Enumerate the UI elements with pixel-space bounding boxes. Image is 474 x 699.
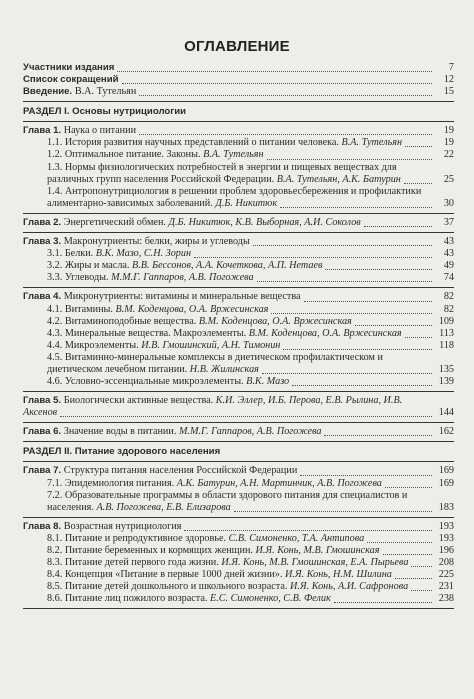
page-number: 231: [438, 581, 454, 593]
divider: [23, 391, 454, 392]
page-title: ОГЛАВЛЕНИЕ: [184, 38, 290, 55]
page-number: 183: [438, 501, 454, 513]
subsection-title: 8.5. Питание детей дошкольного и школьного возраста.: [47, 581, 288, 593]
page-number: 30: [443, 197, 454, 209]
chapter-label: Глава 1.: [23, 125, 62, 137]
entry-text: [47, 137, 454, 149]
page-number: 162: [438, 426, 454, 438]
subsection-title: 4.5. Витаминно-минеральные комплексы в диетическом профилактическом и диетическом лечебном питании.: [47, 351, 383, 375]
divider: [23, 608, 454, 609]
divider: [23, 232, 454, 233]
toc-entry[interactable]: [23, 260, 454, 272]
dot-leader: [292, 385, 432, 386]
page-number: 225: [438, 569, 454, 581]
subsection-author: В.М. Коденцова, О.А. Вржесинская: [198, 315, 352, 327]
page-number: 113: [439, 327, 454, 339]
dot-leader: [367, 542, 432, 543]
page-number: 74: [443, 272, 454, 284]
subsection-author: И.Я. Конь, М.В. Гмошинская: [255, 545, 380, 556]
dot-leader: [262, 373, 432, 374]
toc-entry[interactable]: [23, 395, 454, 419]
toc-entry[interactable]: [23, 162, 454, 186]
dot-leader: [324, 435, 432, 436]
page-number: 37: [443, 216, 454, 228]
dot-leader: [271, 313, 432, 314]
page-number: 22: [443, 149, 454, 161]
dot-leader: [280, 207, 432, 208]
page-number: 193: [438, 520, 454, 532]
dot-leader: [395, 578, 432, 579]
subsection-title: 1.2. Оптимальное питание. Законы.: [47, 149, 201, 161]
divider: [23, 517, 454, 518]
entry-text: [47, 328, 454, 340]
page-number: 15: [443, 86, 454, 98]
toc-entry[interactable]: [23, 248, 454, 260]
page-number: 196: [438, 545, 454, 556]
dot-leader: [334, 602, 432, 603]
toc-entry[interactable]: [23, 86, 454, 98]
divider: [23, 422, 454, 423]
subsection-author: А.К. Батурин, А.Н. Мартинчик, А.В. Погожева: [176, 477, 382, 489]
subsection-author: В.А. Тутельян: [203, 149, 264, 161]
dot-leader: [60, 416, 432, 417]
toc-entry[interactable]: [23, 328, 454, 340]
subsection-author: И.Я. Конь, А.И. Сафронова: [290, 581, 409, 593]
subsection-title: 8.2. Питание беременных и кормящих женщин.: [47, 545, 253, 556]
dot-leader: [411, 566, 432, 567]
dot-leader: [139, 134, 432, 135]
chapter-author: М.М.Г. Гаппаров, А.В. Погожева: [178, 426, 322, 438]
dot-leader: [257, 281, 432, 282]
divider: [23, 121, 454, 122]
toc-entry[interactable]: [23, 149, 454, 161]
subsection-author: В.М. Коденцова, О.А. Вржесинская: [248, 327, 402, 339]
toc-entry[interactable]: [23, 533, 454, 545]
entry-text: [23, 426, 454, 438]
chapter-label: Глава 2.: [23, 216, 62, 228]
dot-leader: [234, 511, 432, 512]
entry-text: [47, 533, 454, 545]
chapter-author: Д.Б. Никитюк, К.В. Выборная, А.И. Соколов: [168, 216, 361, 228]
chapter-author: К.И. Эллер, И.Б. Перова, Е.В. Рылина, И.В. Аксенов: [23, 395, 403, 419]
page-number: 169: [438, 465, 454, 477]
chapter-label: Глава 5.: [23, 395, 62, 407]
subsection-author: С.В. Симоненко, Т.А. Антипова: [228, 532, 365, 544]
chapter-label: Глава 6.: [23, 426, 62, 438]
entry-text: [47, 304, 454, 316]
toc-entry[interactable]: [23, 490, 454, 514]
page-number: 43: [443, 248, 454, 260]
dot-leader: [385, 487, 432, 488]
divider: [23, 441, 454, 442]
subsection-author: И.Я. Конь, М.В. Гмошинская, Е.А. Пырьева: [221, 557, 409, 569]
divider: [23, 213, 454, 214]
entry-text: [47, 248, 454, 260]
subsection-title: 7.2. Образовательные программы в области здорового питания для специалистов и населения.: [47, 489, 408, 513]
entry-text: [47, 593, 454, 605]
chapter-title: Структура питания населения Российской Федерации: [63, 465, 298, 477]
toc-entry[interactable]: [23, 236, 454, 248]
entry-text: [47, 316, 454, 328]
subsection-title: 4.2. Витаминоподобные вещества.: [47, 315, 197, 327]
toc-entry[interactable]: [23, 340, 454, 352]
page-number: 7: [448, 62, 454, 73]
dot-leader: [405, 337, 432, 338]
toc-entry[interactable]: [23, 593, 454, 605]
subsection-author: В.К. Мазо, С.Н. Зорин: [95, 248, 192, 260]
chapter-title: Биологически активные вещества.: [63, 395, 214, 407]
toc-entry[interactable]: [23, 465, 454, 477]
chapter-label: Глава 8.: [23, 520, 62, 532]
dot-leader: [122, 83, 433, 84]
toc-entry[interactable]: [23, 581, 454, 593]
entry-label: Участники издания: [23, 62, 115, 73]
subsection-title: 4.4. Микроэлементы.: [47, 339, 139, 351]
dot-leader: [184, 530, 432, 531]
dot-leader: [267, 159, 432, 160]
subsection-author: В.В. Бессонов, А.А. Кочеткова, А.П. Нетаев: [132, 260, 323, 272]
subsection-title: 1.1. История развития научных представлений о питании человека.: [47, 137, 339, 149]
entry-author: В.А. Тутельян: [74, 86, 137, 98]
dot-leader: [304, 301, 432, 302]
entry-text: [47, 260, 454, 272]
subsection-title: 4.3. Минеральные вещества. Макроэлементы.: [47, 327, 247, 339]
subsection-author: А.В. Погожева, Е.В. Елизарова: [96, 501, 231, 513]
dot-leader: [139, 95, 432, 96]
subsection-author: Е.С. Симоненко, С.В. Фелик: [209, 593, 331, 605]
toc-entry[interactable]: [23, 316, 454, 328]
page-number: 25: [443, 173, 454, 185]
chapter-label: Глава 4.: [23, 291, 62, 303]
entry-text: [47, 340, 454, 352]
section-heading[interactable]: РАЗДЕЛ I. Основы нутрициологии: [23, 106, 187, 118]
entry-text: [47, 376, 454, 388]
toc-entry[interactable]: [23, 521, 454, 533]
entry-text: [47, 545, 454, 557]
entry-text: [23, 291, 454, 303]
dot-leader: [364, 226, 432, 227]
entry-text: [47, 272, 454, 284]
subsection-title: 8.6. Питание лиц пожилого возраста.: [47, 593, 208, 605]
page-number: 193: [438, 532, 454, 544]
chapter-title: Возрастная нутрициология: [63, 520, 182, 532]
page-number: 82: [443, 291, 454, 303]
page-number: 82: [443, 303, 454, 315]
toc-entry[interactable]: [23, 186, 454, 210]
page-number: 238: [438, 593, 454, 605]
toc-entry[interactable]: [23, 352, 454, 376]
subsection-title: 3.1. Белки.: [47, 248, 94, 260]
subsection-author: И.Я. Конь, Н.М. Шилина: [285, 569, 392, 581]
dot-leader: [411, 590, 432, 591]
chapter-title: Макронутриенты: белки, жиры и углеводы: [63, 236, 250, 248]
page-number: 12: [443, 74, 454, 86]
dot-leader: [283, 349, 432, 350]
subsection-title: 8.4. Концепция «Питание в первые 1000 дней жизни».: [47, 569, 283, 581]
toc-entry[interactable]: [23, 125, 454, 137]
subsection-title: 3.2. Жиры и масла.: [47, 260, 130, 272]
dot-leader: [355, 325, 432, 326]
toc-entry[interactable]: [23, 545, 454, 557]
entry-label: Список сокращений: [23, 74, 119, 86]
dot-leader: [253, 245, 432, 246]
toc-entry[interactable]: [23, 74, 454, 86]
dot-leader: [405, 146, 432, 147]
dot-leader: [325, 269, 432, 270]
chapter-title: Микронутриенты: витамины и минеральные вещества: [63, 291, 301, 303]
subsection-author: Д.Б. Никитюк: [215, 197, 278, 209]
page-number: 144: [438, 407, 454, 419]
page-number: 43: [443, 236, 454, 248]
toc-entry[interactable]: [23, 62, 454, 74]
subsection-title: 8.3. Питание детей первого года жизни.: [47, 557, 219, 569]
toc-entry[interactable]: [23, 304, 454, 316]
subsection-title: 7.1. Эпидемиология питания.: [47, 477, 175, 489]
page-number: 208: [438, 557, 454, 569]
dot-leader: [194, 257, 432, 258]
dot-leader: [383, 554, 433, 555]
page-number: 135: [438, 363, 454, 375]
toc-entry[interactable]: [23, 137, 454, 149]
entry-label: Введение.: [23, 86, 73, 98]
entry-text: [23, 465, 454, 477]
entry-text: [47, 478, 454, 490]
page-number: 109: [438, 315, 454, 327]
entry-text: [23, 236, 454, 248]
subsection-author: М.М.Г. Гаппаров, А.В. Погожева: [111, 272, 254, 284]
table-of-contents: [23, 62, 454, 612]
chapter-title: Энергетический обмен.: [63, 216, 166, 228]
divider: [23, 461, 454, 462]
subsection-title: 1.4. Антропонутрициология в решении проблем здоровьесбережения и профилактики алиментарно-зависимых заболеваний.: [47, 185, 422, 209]
page-number: 19: [443, 125, 454, 137]
entry-text: [47, 149, 454, 161]
page-number: 19: [443, 137, 454, 149]
chapter-label: Глава 3.: [23, 236, 62, 248]
entry-text: [23, 62, 454, 74]
toc-entry[interactable]: [23, 569, 454, 581]
subsection-title: 8.1. Питание и репродуктивное здоровье.: [47, 532, 227, 544]
toc-entry[interactable]: [23, 272, 454, 284]
page-number: 139: [438, 376, 454, 388]
dot-leader: [404, 183, 432, 184]
subsection-title: 1.3. Нормы физиологических потребностей в энергии и пищевых веществах для различных групп населения Российской Федерации.: [47, 161, 397, 185]
page-number: 49: [443, 260, 454, 272]
subsection-author: В.А. Тутельян, А.К. Батурин: [276, 173, 401, 185]
entry-text: [23, 217, 454, 229]
toc-entry[interactable]: [23, 478, 454, 490]
chapter-title: Наука о питании: [63, 125, 137, 137]
page-number: 169: [438, 477, 454, 489]
entry-text: [47, 581, 454, 593]
subsection-title: 3.3. Углеводы.: [47, 272, 109, 284]
toc-entry[interactable]: [23, 376, 454, 388]
dot-leader: [117, 71, 432, 72]
toc-entry[interactable]: [23, 426, 454, 438]
entry-text: [47, 557, 454, 569]
subsection-title: 4.6. Условно-эссенциальные микроэлементы.: [47, 376, 244, 388]
entry-text: [23, 74, 454, 86]
entry-text: [23, 125, 454, 137]
entry-text: [23, 86, 454, 98]
divider: [23, 287, 454, 288]
section-heading[interactable]: РАЗДЕЛ II. Питание здорового населения: [23, 446, 221, 458]
subsection-author: В.М. Коденцова, О.А. Вржесинская: [115, 303, 269, 315]
chapter-title: Значение воды в питании.: [63, 426, 177, 438]
entry-text: [47, 162, 454, 186]
chapter-label: Глава 7.: [23, 465, 62, 477]
subsection-author: Н.В. Жилинская: [189, 363, 259, 375]
dot-leader: [300, 475, 432, 476]
subsection-author: В.К. Мазо: [246, 376, 290, 388]
subsection-author: И.В. Гмошинский, А.Н. Тимонин: [141, 339, 281, 351]
page-number: 118: [439, 339, 454, 351]
toc-entry[interactable]: [23, 217, 454, 229]
entry-text: [23, 521, 454, 533]
entry-text: [47, 569, 454, 581]
toc-entry[interactable]: [23, 291, 454, 303]
toc-entry[interactable]: [23, 557, 454, 569]
divider: [23, 101, 454, 102]
subsection-title: 4.1. Витамины.: [47, 303, 113, 315]
subsection-author: В.А. Тутельян: [341, 137, 403, 149]
